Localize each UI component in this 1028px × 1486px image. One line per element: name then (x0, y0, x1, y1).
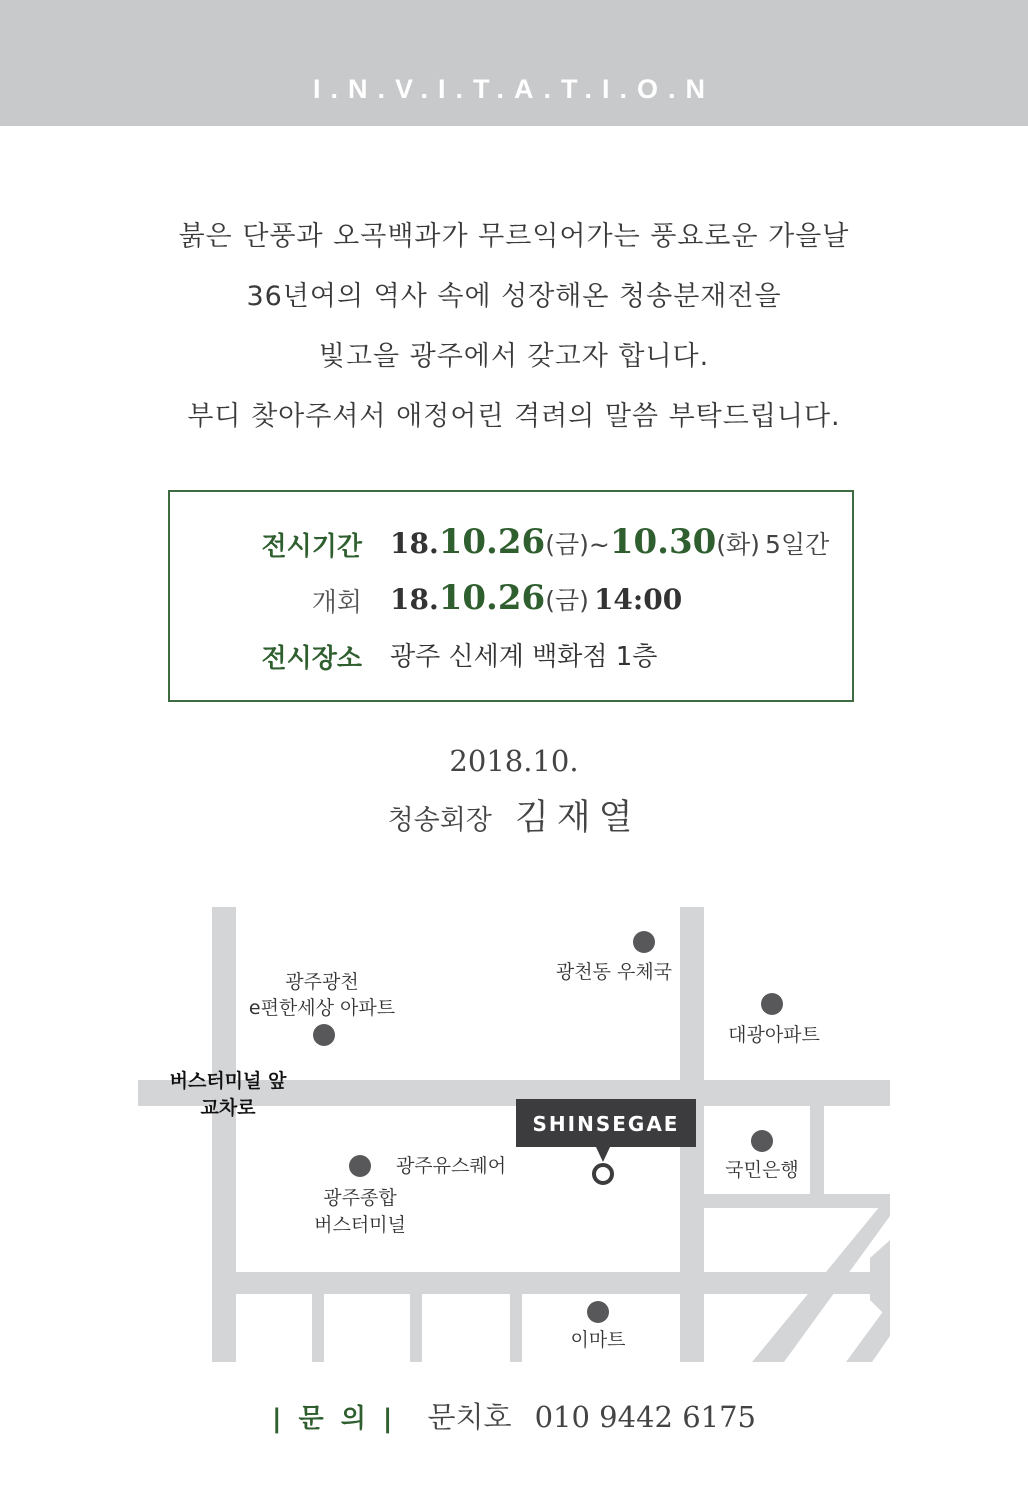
message-line-2: 36년여의 역사 속에 성장해온 청송분재전을 (246, 281, 782, 312)
marker-terminal (349, 1155, 371, 1177)
invitation-title: I.N.V.I.T.A.T.I.O.N (312, 74, 716, 104)
message-line-3: 빛고을 광주에서 갖고자 합니다. (318, 341, 710, 372)
period-start-day: (금) (545, 530, 589, 559)
contact-name: 문치호 (427, 1400, 512, 1434)
road-diagonal-3 (870, 1240, 890, 1320)
road-stub-3 (510, 1294, 522, 1362)
message-line-4: 부디 찾아주셔서 애정어린 격려의 말씀 부탁드립니다. (187, 401, 841, 432)
road-bank-bottom (704, 1194, 890, 1208)
opening-time: 14:00 (593, 583, 683, 616)
roads (138, 907, 890, 1362)
contact-line (0, 1395, 1028, 1436)
signature-title: 청송회장 (387, 805, 492, 836)
road-south (212, 1272, 890, 1294)
opening-date: 10.26 (438, 578, 546, 618)
contact-label: | 문 의 | (271, 1404, 397, 1434)
period-end: 10.30 (609, 522, 717, 562)
opening-day: (금) (545, 586, 589, 615)
shinsegae-label: SHINSEGAE (532, 1112, 680, 1136)
marker-emart (587, 1301, 609, 1323)
shinsegae-pointer (596, 1147, 610, 1162)
label-post-office: 광천동 우체국 (555, 961, 673, 983)
label-apt-1: 광주광천 (285, 971, 359, 993)
label-terminal-2: 버스터미널 (314, 1214, 406, 1236)
label-bus-junction-1: 버스터미널 앞 (169, 1070, 287, 1092)
period-year: 18. (390, 527, 439, 560)
opening-year: 18. (390, 583, 439, 616)
label-daegwang: 대광아파트 (728, 1024, 820, 1046)
venue-label: 전시장소 (261, 644, 362, 674)
label-terminal-1: 광주종합 (323, 1187, 397, 1209)
message-line-1: 붉은 단풍과 오곡백과가 무르익어가는 풍요로운 가을날 (178, 221, 850, 252)
signature-date: 2018.10. (449, 744, 579, 778)
road-stub-1 (312, 1294, 324, 1362)
marker-apt (313, 1024, 335, 1046)
marker-kb-bank (751, 1130, 773, 1152)
period-end-day: (화) (716, 530, 760, 559)
label-bus-junction-2: 교차로 (200, 1097, 256, 1119)
contact-phone: 010 9442 6175 (534, 1400, 757, 1434)
label-kb-bank: 국민은행 (725, 1159, 799, 1181)
road-bank-side (810, 1080, 824, 1202)
label-apt-2: e편한세상 아파트 (248, 997, 396, 1019)
opening-label: 개회 (311, 588, 362, 618)
period-days: 5일간 (765, 530, 830, 559)
shinsegae-pin-icon (594, 1165, 612, 1183)
period-tilde: ~ (588, 530, 610, 559)
label-youth-square: 광주유스퀘어 (395, 1155, 507, 1177)
shinsegae-marker (516, 1099, 696, 1183)
label-emart: 이마트 (570, 1329, 626, 1351)
marker-daegwang (761, 993, 783, 1015)
road-stub-2 (410, 1294, 422, 1362)
period-start: 10.26 (438, 522, 546, 562)
period-label: 전시기간 (261, 532, 362, 562)
signature-name: 김재열 (514, 798, 641, 838)
venue-text: 광주 신세계 백화점 1층 (390, 642, 658, 672)
marker-post-office (633, 931, 655, 953)
